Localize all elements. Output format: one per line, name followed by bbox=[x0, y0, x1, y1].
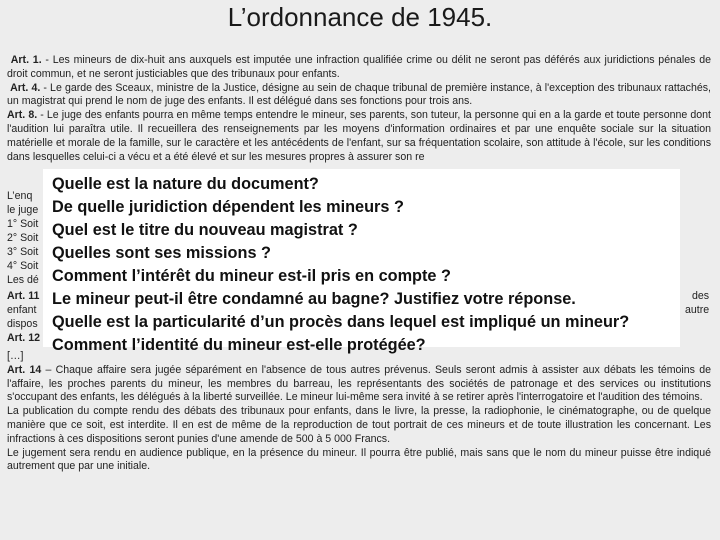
stub-soit-4: 4° Soit bbox=[7, 260, 39, 272]
question-item: Comment l’identité du mineur est-elle protégée? bbox=[52, 336, 426, 354]
article-1-text: - Les mineurs de dix-huit ans auxquels est imputée une infraction qualifiée crime ou délit ne seront pas déférés aux juridictions pénales de droit commun, et ne seront justiciables que des tribunaux pour enfants. bbox=[7, 54, 711, 80]
ellipsis: […] bbox=[7, 350, 24, 362]
stub-les-de: Les dé bbox=[7, 274, 39, 286]
question-item: De quelle juridiction dépendent les mineurs ? bbox=[52, 198, 404, 216]
article-8-text: - Le juge des enfants pourra en même temps entendre le mineur, ses parents, son tuteur, la personne qui en a la garde et toute personne dont l'audition lui paraîtra utile. Il recueillera des renseignements par les moyens d'information ordinaires et par une enquête sociale sur la situation matérielle et morale de la famille, sur le caractère et les antécédents de l'enfant, sur sa fréquentation scolaire, son attitude à l'école, sur les conditions dans lesquelles celui-ci a vécu et a été élevé et sur les mesures propres à assurer son re bbox=[7, 109, 711, 163]
article-4-label: Art. 4. bbox=[10, 81, 41, 94]
article-8 bbox=[7, 109, 711, 164]
article-8-label: Art. 8. bbox=[7, 109, 38, 122]
question-item: Quelle est la nature du document? bbox=[52, 175, 319, 193]
stub-enq: L’enq bbox=[7, 190, 33, 202]
stub-soit-2: 2° Soit bbox=[7, 232, 39, 244]
lower-articles bbox=[7, 350, 711, 474]
questions-list bbox=[52, 173, 680, 357]
stub-des: des bbox=[692, 290, 710, 302]
article-1-label: Art. 1. bbox=[10, 54, 42, 66]
article-14-text: – Chaque affaire sera jugée séparément en l'absence de tous autres prévenus. Seuls seront admis à assister aux débats les témoins de l'affaire, les proches parents du mineur, les membres du barreau, les représentants des sociétés de patronage et des services ou institutions s'occupant des enfants, les délégués à la liberté surveillée. Le mineur lui-même sera invité à se retirer après l'interrogatoire et l'audition des témoins. bbox=[7, 363, 711, 404]
stub-enfant: enfant bbox=[7, 304, 37, 316]
question-item: Comment l’intérêt du mineur est-il pris en compte ? bbox=[52, 267, 451, 285]
stub-soit-3: 3° Soit bbox=[7, 246, 39, 258]
stub-autre: autre bbox=[685, 304, 710, 316]
article-4 bbox=[7, 82, 711, 110]
page-title: L’ordonnance de 1945. bbox=[227, 2, 493, 32]
stub-juge: le juge bbox=[7, 204, 39, 216]
questions-box bbox=[43, 169, 680, 354]
stub-soit-1: 1° Soit bbox=[7, 218, 39, 230]
article-14-paragraph-3: Le jugement sera rendu en audience publique, en la présence du mineur. Il pourra être publié, mais sans que le nom du mineur puisse être indiqué autrement que par une initiale. bbox=[7, 446, 711, 473]
stub-dispos: dispos bbox=[7, 318, 38, 330]
question-item: Quel est le titre du nouveau magistrat ? bbox=[52, 221, 358, 239]
article-4-text: - Le garde des Sceaux, ministre de la Justice, désigne au sein de chaque tribunal de première instance, à l'exception des tribunaux rattachés, un magistrat qui prend le nom de juge des enfants. Il est délégué dans ses fonctions pour trois ans. bbox=[7, 81, 711, 108]
article-14 bbox=[7, 364, 711, 405]
question-item: Le mineur peut-il être condamné au bagne? Justifiez votre réponse. bbox=[52, 290, 576, 308]
article-1 bbox=[7, 54, 711, 82]
stub-art-12: Art. 12 bbox=[7, 332, 40, 344]
stub-art-11: Art. 11 bbox=[7, 290, 40, 302]
article-14-label: Art. 14 bbox=[7, 363, 42, 376]
article-14-paragraph-2: La publication du compte rendu des débats des tribunaux pour enfants, dans le livre, la presse, la radiophonie, le cinématographe, ou de quelque manière que ce soit, est interdite. Il en est de même de la reproduction de tout portrait de ces mineurs et de toute illustration les concernant. Les infractions à ces dispositions seront punies d'une amende de 500 à 5 000 Francs. bbox=[7, 405, 711, 445]
question-item: Quelle est la particularité d’un procès dans lequel est impliqué un mineur? bbox=[52, 313, 630, 331]
question-item: Quelles sont ses missions ? bbox=[52, 244, 271, 262]
